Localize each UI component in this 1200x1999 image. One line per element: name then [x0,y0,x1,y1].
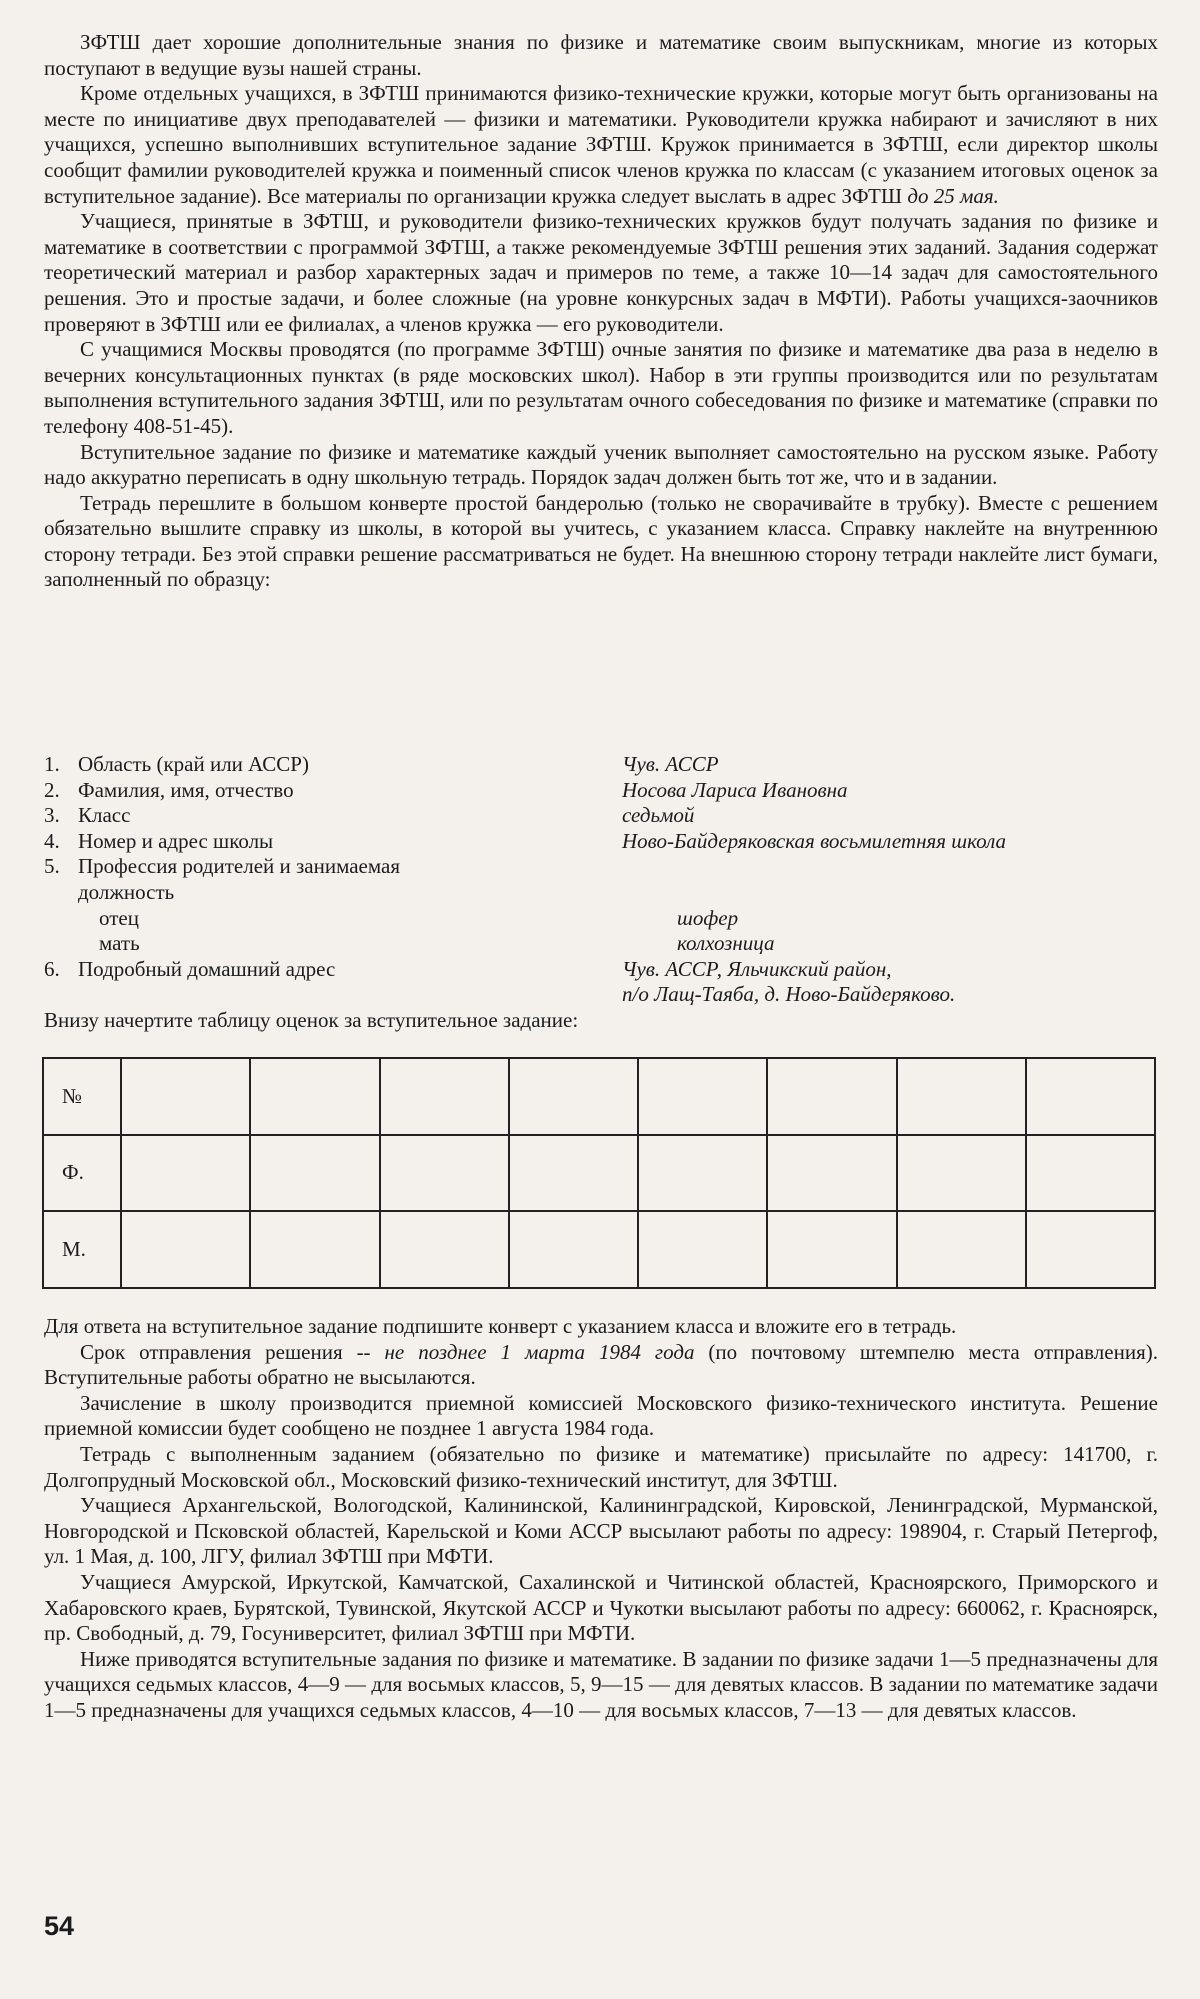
paragraph: Вступительное задание по физике и математике каждый ученик выполняет самостоятельно на русском языке. Работу надо аккуратно переписать в одну школьную тетрадь. Порядок задач должен быть тот же, что и в задании. [44,439,1158,490]
form-row: отец шофер [99,905,739,930]
form-row: 2. Фамилия, имя, отчество Носова Лариса Ивановна [44,777,848,802]
paragraph: Учащиеся, принятые в ЗФТШ, и руководители физико-технических кружков будут получать задания по физике и математике в соответствии с программой ЗФТШ, а также рекомендуемые ЗФТШ решения этих заданий. Задания содержат теоретический материал и разбор характерных задач и примеров по теме, а также 10—14 задач для самостоятельного решения. Это и простые задачи, и более сложные (на уровне конкурсных задач в МФТИ). Работы учащихся-заочников проверяют в ЗФТШ или ее филиалах, а членов кружка — его руководители. [44,209,1158,336]
form-row: п/о Лащ-Таяба, д. Ново-Байдеряково. [622,982,956,1007]
paragraph: С учащимися Москвы проводятся (по программе ЗФТШ) очные занятия по физике и математике два раза в неделю в вечерних консультационных пунктах (в ряде московских школ). Набор в эти группы производится или по результатам выполнения вступительного задания ЗФТШ, или по результатам очного собеседования по физике и математике (справки по телефону 408-51-45). [44,337,1158,438]
table-row [43,1135,1155,1212]
paragraph: Зачисление в школу производится приемной комиссией Московского физико-технического института. Решение приемной комиссии будет сообщено не позднее 1 августа 1984 года. [44,1390,1158,1441]
sample-form [44,752,1158,1008]
paragraph: Тетрадь с выполненным заданием (обязательно по физике и математике) присылайте по адресу: 141700, г. Долгопрудный Московской обл., Московский физико-технический институт, для ЗФТШ. [44,1441,1158,1492]
instructions-text [44,1314,1158,1724]
grades-table [42,1057,1156,1289]
paragraph: Для ответа на вступительное задание подпишите конверт с указанием класса и вложите его в тетрадь. [44,1314,957,1338]
form-row: 4. Номер и адрес школы Ново-Байдеряковская восьмилетняя школа [44,828,1007,853]
paragraph: Ниже приводятся вступительные задания по физике и математике. В задании по физике задачи 1—5 предназначены для учащихся седьмых классов, 4—9 — для восьмых классов, 5, 9—15 — для девятых классов. В задании по математике задачи 1—5 предназначены для учащихся седьмых классов, 4—10 — для восьмых классов, 7—13 — для девятых классов. [44,1646,1158,1722]
intro-text [44,30,1158,593]
row-header: № [43,1058,121,1135]
page-number: 54 [44,1911,75,1941]
deadline-may: до 25 мая. [907,183,999,208]
deadline-date: не позднее 1 марта 1984 года [384,1339,695,1364]
row-header: М. [43,1211,121,1288]
paragraph: Срок отправления решения -- не позднее 1 марта 1984 года (по почтовому штемпелю места отправления). Вступительные работы обратно не высылаются. [44,1339,1158,1390]
paragraph: Тетрадь перешлите в большом конверте простой бандеролью (только не сворачивайте в трубку). Вместе с решением обязательно вышлите справку из школы, в которой вы учитесь, с указанием класса. Справку наклейте на внутреннюю сторону тетради. Без этой справки решение рассматриваться не будет. На внешнюю сторону тетради наклейте лист бумаги, заполненный по образцу: [44,490,1158,592]
table-row [43,1211,1155,1288]
form-row: 5. Профессия родителей и занимаемая [44,854,401,879]
table-row [43,1058,1155,1135]
row-header: Ф. [43,1135,121,1212]
form-row: 6. Подробный домашний адрес Чув. АССР, Яльчикский район, [44,956,892,981]
form-row: должность [78,879,175,904]
paragraph: Кроме отдельных учащихся, в ЗФТШ принимаются физико-технические кружки, которые могут быть организованы на месте по инициативе двух преподавателей — физики и математики. Руководители кружка набирают и зачисляют в них учащихся, успешно выполнивших вступительное задание ЗФТШ. Кружок принимается в ЗФТШ, если директор школы сообщит фамилии руководителей кружка и поименный список членов кружка по классам (с указанием итоговых оценок за вступительное задание). Все материалы по организации кружка следует выслать в адрес ЗФТШ до 25 мая. [44,81,1158,208]
paragraph: Учащиеся Архангельской, Вологодской, Калининской, Калининградской, Кировской, Ленинградской, Мурманской, Новгородской и Псковской областей, Карельской и Коми АССР высылают работы по адресу: 198904, г. Старый Петергоф, ул. 1 Мая, д. 100, ЛГУ, филиал ЗФТШ при МФТИ. [44,1493,1158,1569]
paragraph: Учащиеся Амурской, Иркутской, Камчатской, Сахалинской и Читинской областей, Красноярского, Приморского и Хабаровского краев, Бурятской, Тувинской, Якутской АССР и Чукотки высылают работы по адресу: 660062, г. Красноярск, пр. Свободный, д. 79, Госуниверситет, филиал ЗФТШ при МФТИ. [44,1569,1158,1646]
form-row: 3. Класс седьмой [44,803,695,828]
paragraph: ЗФТШ дает хорошие дополнительные знания по физике и математике своим выпускникам, многие из которых поступают в ведущие вузы нашей страны. [44,30,1158,80]
table-caption: Внизу начертите таблицу оценок за вступительное задание: [44,1008,579,1032]
form-row: 1. Область (край или АССР) Чув. АССР [44,752,719,776]
form-row: мать колхозница [99,931,775,956]
